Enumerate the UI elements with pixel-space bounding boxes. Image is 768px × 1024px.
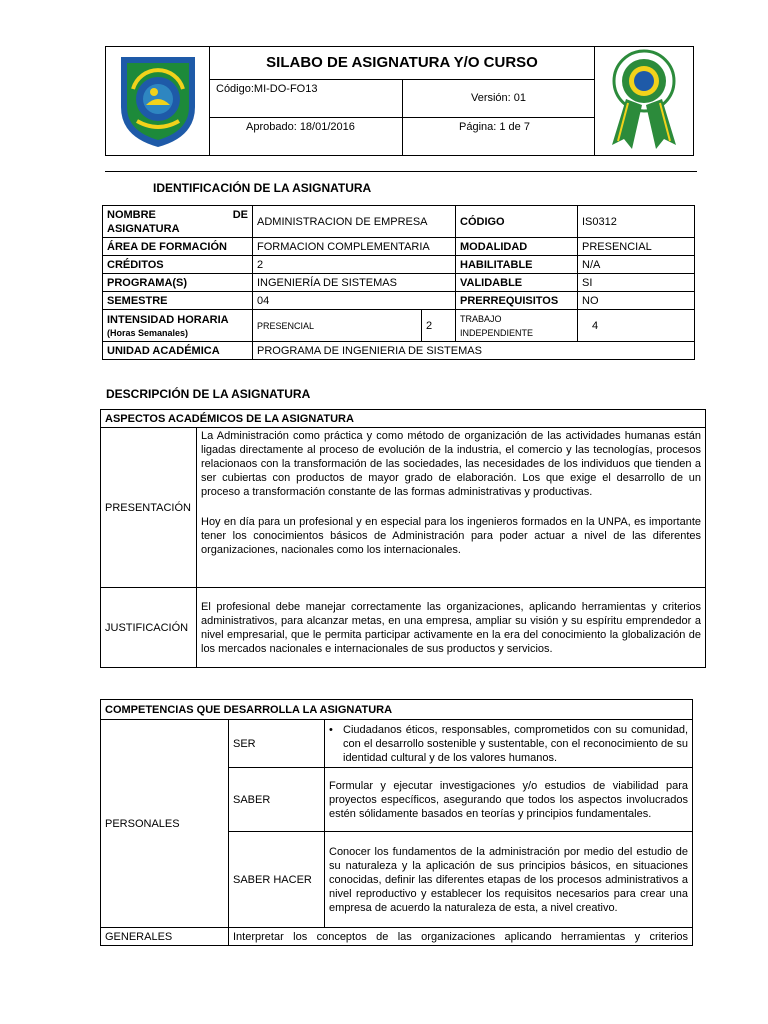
- aspectos-table: [100, 409, 706, 668]
- area-label: ÁREA DE FORMACIÓN: [103, 238, 253, 256]
- habilitable-label: HABILITABLE: [456, 256, 578, 274]
- saber-hacer-label: SABER HACER: [229, 832, 325, 928]
- codigo-cell: Código:MI-DO-FO13: [210, 79, 403, 117]
- identificacion-table: [102, 205, 695, 360]
- validable-value: SI: [578, 274, 695, 292]
- programa-value: INGENIERÍA DE SISTEMAS: [253, 274, 456, 292]
- quality-badge-cell: [595, 47, 694, 156]
- habilitable-value: N/A: [578, 256, 695, 274]
- personales-label: PERSONALES: [101, 720, 229, 928]
- justificacion-text: El profesional debe manejar correctamente las organizaciones, aplicando herramientas y criterios administrativos, para alcanzar metas, en una empresa, ampliar su visión y su espíritu emprendedor a nivel empresarial, que le permita participar activamente en la era del conocimiento la globalización de los mercados nacionales e internacionales de sus productos y servicios.: [197, 588, 706, 668]
- aprobado-cell: Aprobado: 18/01/2016: [210, 117, 403, 155]
- identificacion-title: IDENTIFICACIÓN DE LA ASIGNATURA: [153, 181, 372, 195]
- descripcion-title: DESCRIPCIÓN DE LA ASIGNATURA: [106, 387, 311, 401]
- aspectos-header: ASPECTOS ACADÉMICOS DE LA ASIGNATURA: [101, 410, 706, 428]
- saber-hacer-text: Conocer los fundamentos de la administración por medio del estudio de su naturaleza y la aplicación de sus principios básicos, en situaciones conocidas, definir las diferentes etapas de los procesos administrativos a nivel reproductivo y establecer los requisitos necesarios para crear una empresa de acuerdo la naturaleza de esta, a nivel creativo.: [325, 832, 693, 928]
- competencias-header: COMPETENCIAS QUE DESARROLLA LA ASIGNATURA: [101, 700, 693, 720]
- codigo-value: IS0312: [578, 206, 695, 238]
- prerrequisitos-label: PRERREQUISITOS: [456, 292, 578, 310]
- programa-label: PROGRAMA(S): [103, 274, 253, 292]
- nombre-label: NOMBRE DE ASIGNATURA: [103, 206, 253, 238]
- nombre-value: ADMINISTRACION DE EMPRESA: [253, 206, 456, 238]
- generales-text: Interpretar los conceptos de las organizaciones aplicando herramientas y criterios: [229, 928, 693, 946]
- presentacion-text: [197, 428, 706, 588]
- modalidad-label: MODALIDAD: [456, 238, 578, 256]
- prerrequisitos-value: NO: [578, 292, 695, 310]
- university-logo-cell: [106, 47, 210, 156]
- university-logo: [111, 49, 205, 149]
- semestre-value: 04: [253, 292, 456, 310]
- presentacion-paragraph-1: La Administración como práctica y como método de organización de las actividades humanas están ligadas directamente al proceso de evolución de la industria, el comercio y las tecnologías, procesos relacionaos con la transformación de las sociedades, las necesidades de los individuos que tienden a ser cubiertas con productos de mayor grado de elaboración. Los que exige el desarrollo de un proceso a transformación constante de las formas administrativas y productivas.: [201, 430, 702, 498]
- ser-text: • Ciudadanos éticos, responsables, comprometidos con su comunidad, con el desarrollo sostenible y sustentable, con el reconocimiento de su identidad cultural y de los valores humanos.: [325, 720, 693, 768]
- trabajo-independiente-value: 4: [578, 310, 695, 342]
- presencial-value: 2: [422, 310, 456, 342]
- presencial-label: PRESENCIAL: [253, 310, 422, 342]
- intensidad-label: INTENSIDAD HORARIA (Horas Semanales): [103, 310, 253, 342]
- bullet-icon: •: [329, 723, 333, 736]
- presentacion-label: PRESENTACIÓN: [101, 428, 197, 588]
- codigo-label: CÓDIGO: [456, 206, 578, 238]
- pagina-cell: Página: 1 de 7: [403, 117, 595, 155]
- creditos-value: 2: [253, 256, 456, 274]
- generales-label: GENERALES: [101, 928, 229, 946]
- quality-badge: [598, 47, 690, 151]
- document-header: [105, 46, 694, 156]
- area-value: FORMACION COMPLEMENTARIA: [253, 238, 456, 256]
- competencias-table: [100, 699, 693, 946]
- creditos-label: CRÉDITOS: [103, 256, 253, 274]
- saber-label: SABER: [229, 768, 325, 832]
- unidad-label: UNIDAD ACADÉMICA: [103, 342, 253, 360]
- semestre-label: SEMESTRE: [103, 292, 253, 310]
- document-title: SILABO DE ASIGNATURA Y/O CURSO: [210, 47, 595, 80]
- version-cell: Versión: 01: [403, 79, 595, 117]
- saber-text: Formular y ejecutar investigaciones y/o estudios de viabilidad para proyectos específicos, asegurando que todos los aspectos involucrados estén sólidamente basados en teorías y principios fundamentales.: [325, 768, 693, 832]
- justificacion-label: JUSTIFICACIÓN: [101, 588, 197, 668]
- trabajo-independiente-label: TRABAJO INDEPENDIENTE: [456, 310, 578, 342]
- validable-label: VALIDABLE: [456, 274, 578, 292]
- presentacion-paragraph-2: Hoy en día para un profesional y en especial para los ingenieros formados en la UNPA, es importante tener los conocimientos básicos de Administración para poder actuar a nivel de las diferentes organizaciones, nacionales como los internacionales.: [201, 516, 702, 556]
- ser-label: SER: [229, 720, 325, 768]
- modalidad-value: PRESENCIAL: [578, 238, 695, 256]
- unidad-value: PROGRAMA DE INGENIERIA DE SISTEMAS: [253, 342, 695, 360]
- header-divider: [105, 171, 697, 172]
